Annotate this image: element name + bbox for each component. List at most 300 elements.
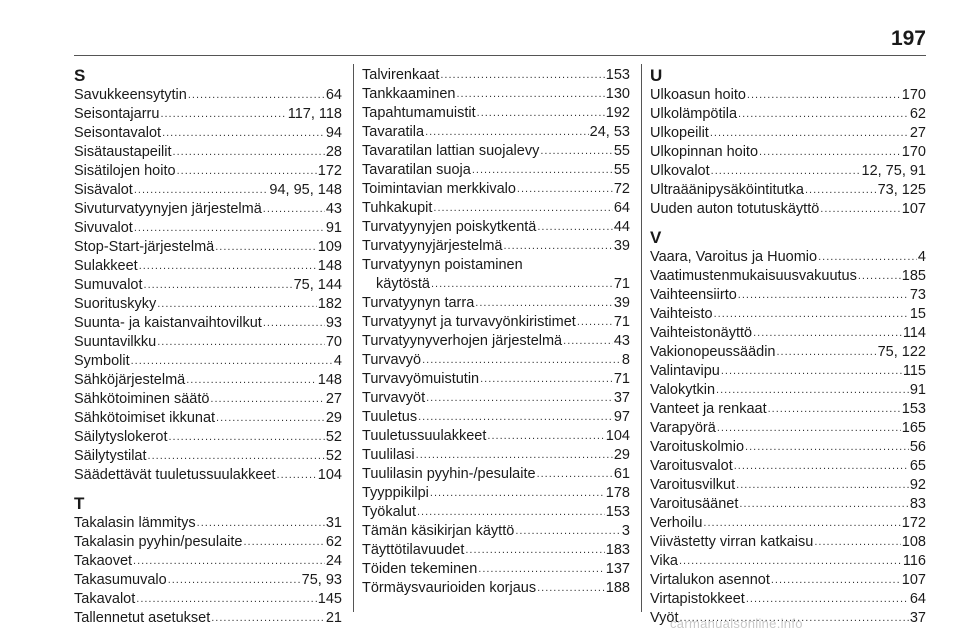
index-page-ref: 153 — [901, 401, 926, 417]
index-page-ref: 43 — [325, 201, 342, 217]
index-term: Vika — [650, 553, 678, 569]
index-entry — [650, 305, 926, 324]
index-term: Seisontajarru — [74, 106, 160, 122]
index-page-ref: 153 — [605, 67, 630, 83]
index-term: Turvatyynyn tarra — [362, 295, 475, 311]
index-term: Virtalukon asennot — [650, 572, 770, 588]
index-page-ref: 107 — [901, 201, 926, 217]
leader-dots — [417, 503, 605, 522]
column-divider — [353, 64, 354, 612]
index-term: Turvavyöt — [362, 390, 426, 406]
index-term: Symbolit — [74, 353, 130, 369]
leader-dots — [144, 276, 293, 295]
leader-dots — [777, 343, 877, 362]
index-page-ref: 70 — [325, 334, 342, 350]
index-page-ref: 75, 93 — [301, 572, 342, 588]
index-term: Varoituskolmio — [650, 439, 745, 455]
index-entry — [362, 85, 630, 104]
index-term: Sähkötoiminen säätö — [74, 391, 210, 407]
index-entry — [362, 66, 630, 85]
index-entry — [74, 238, 342, 257]
leader-dots — [263, 200, 325, 219]
index-term: Varoitusvilkut — [650, 477, 736, 493]
index-entry — [650, 495, 926, 514]
index-entry — [650, 267, 926, 286]
index-entry — [362, 256, 630, 294]
index-page-ref: 24 — [325, 553, 342, 569]
index-entry — [362, 351, 630, 370]
index-term: Sisätilojen hoito — [74, 163, 176, 179]
index-page-ref: 43 — [613, 333, 630, 349]
index-term: Vyöt — [650, 610, 679, 626]
leader-dots — [717, 419, 901, 438]
index-entry — [650, 590, 926, 609]
index-page-ref: 15 — [909, 306, 926, 322]
index-entry — [74, 314, 342, 333]
index-entry — [650, 381, 926, 400]
index-entry — [650, 438, 926, 457]
index-letter-heading: T — [74, 494, 85, 513]
index-entry — [74, 295, 342, 314]
index-page-ref: 109 — [317, 239, 342, 255]
index-entry — [362, 522, 630, 541]
leader-dots — [177, 162, 317, 181]
leader-dots — [716, 381, 909, 400]
index-column-1 — [74, 66, 342, 628]
index-entry — [362, 408, 630, 427]
leader-dots — [768, 400, 901, 419]
index-page-ref: 115 — [902, 363, 926, 379]
index-term: Ulkoasun hoito — [650, 87, 746, 103]
index-entry — [74, 219, 342, 238]
index-entry — [362, 142, 630, 161]
index-entry — [362, 541, 630, 560]
index-term: Virtapistokkeet — [650, 591, 745, 607]
leader-dots — [711, 162, 861, 181]
index-entry — [650, 105, 926, 124]
index-term: Takasumuvalo — [74, 572, 167, 588]
index-page-ref: 94 — [325, 125, 342, 141]
index-page-ref: 170 — [901, 87, 926, 103]
index-page-ref: 24, 53 — [589, 124, 630, 140]
index-term: Vaatimustenmukaisuusvakuutus — [650, 268, 857, 284]
index-term: Turvavyö — [362, 352, 422, 368]
leader-dots — [537, 465, 613, 484]
index-page-ref: 52 — [325, 448, 342, 464]
index-page-ref: 75, 122 — [877, 344, 926, 360]
index-page-ref: 72 — [613, 181, 630, 197]
index-entry — [74, 162, 342, 181]
index-page-ref: 37 — [909, 610, 926, 626]
index-page-ref: 192 — [605, 105, 630, 121]
leader-dots — [134, 181, 269, 200]
index-entry — [650, 476, 926, 495]
index-entry — [74, 333, 342, 352]
index-term: Ulkovalot — [650, 163, 710, 179]
index-page-ref: 55 — [613, 162, 630, 178]
index-entry — [74, 552, 342, 571]
leader-dots — [814, 533, 900, 552]
leader-dots — [133, 552, 325, 571]
index-page-ref: 178 — [605, 485, 630, 501]
index-page-ref: 108 — [901, 534, 926, 550]
leader-dots — [416, 446, 613, 465]
index-entry — [74, 276, 342, 295]
index-term: Vaihteensiirto — [650, 287, 737, 303]
index-page-ref: 64 — [325, 87, 342, 103]
index-entry — [74, 409, 342, 428]
leader-dots — [173, 143, 325, 162]
leader-dots — [487, 427, 604, 446]
leader-dots — [739, 495, 908, 514]
index-entry — [362, 389, 630, 408]
index-term-continued: käytöstä — [376, 276, 430, 292]
index-term: Sivuturvatyynyjen järjestelmä — [74, 201, 262, 217]
index-term: Sumuvalot — [74, 277, 143, 293]
index-term: Suuntavilkku — [74, 334, 157, 350]
leader-dots — [475, 294, 613, 313]
index-entry — [74, 352, 342, 371]
index-term: Turvatyynyjen poiskytkentä — [362, 219, 537, 235]
index-entry — [362, 465, 630, 484]
index-page-ref: 31 — [325, 515, 342, 531]
leader-dots — [540, 142, 613, 161]
leader-dots — [710, 124, 909, 143]
index-term: Savukkeensytytin — [74, 87, 187, 103]
leader-dots — [736, 476, 909, 495]
index-term: Suunta- ja kaistanvaihtovilkut — [74, 315, 262, 331]
index-letter-heading: S — [74, 66, 86, 85]
leader-dots — [714, 305, 909, 324]
index-entry — [650, 514, 926, 533]
index-entry — [650, 286, 926, 305]
index-entry — [74, 200, 342, 219]
index-term: Turvatyynyverhojen järjestelmä — [362, 333, 563, 349]
index-term: Takalasin lämmitys — [74, 515, 196, 531]
index-page-ref: 39 — [613, 238, 630, 254]
index-entry — [650, 162, 926, 181]
index-term: Tavaratila — [362, 124, 425, 140]
leader-dots — [503, 237, 612, 256]
index-entry — [650, 248, 926, 267]
leader-dots — [157, 295, 317, 314]
index-term: Vakionopeussäädin — [650, 344, 776, 360]
leader-dots — [243, 533, 324, 552]
index-term: Tallennetut asetukset — [74, 610, 211, 626]
index-term: Tyyppikilpi — [362, 485, 429, 501]
index-term: Ultraäänipysäköintitutka — [650, 182, 804, 198]
index-entry — [362, 427, 630, 446]
index-page-ref: 64 — [909, 591, 926, 607]
index-page-ref: 107 — [901, 572, 926, 588]
index-page-ref: 182 — [317, 296, 342, 312]
index-page-ref: 73, 125 — [877, 182, 926, 198]
index-term: Vaihteistonäyttö — [650, 325, 753, 341]
leader-dots — [215, 238, 317, 257]
index-term: Sähköjärjestelmä — [74, 372, 186, 388]
index-entry — [650, 400, 926, 419]
index-entry — [74, 609, 342, 628]
index-term: Tuuletussuulakkeet — [362, 428, 487, 444]
index-page-ref: 21 — [325, 610, 342, 626]
leader-dots — [858, 267, 901, 286]
leader-dots — [277, 466, 317, 485]
index-page-ref: 27 — [909, 125, 926, 141]
index-term: Sulakkeet — [74, 258, 138, 274]
leader-dots — [478, 560, 605, 579]
index-entry — [650, 324, 926, 343]
index-term: Säädettävät tuuletussuulakkeet — [74, 467, 276, 483]
index-entry — [74, 571, 342, 590]
index-page-ref: 71 — [613, 314, 630, 330]
leader-dots — [746, 590, 909, 609]
index-page-ref: 137 — [605, 561, 630, 577]
index-entry — [362, 237, 630, 256]
leader-dots — [515, 522, 621, 541]
index-term: Ulkopeilit — [650, 125, 709, 141]
index-term: Varapyörä — [650, 420, 716, 436]
leader-dots — [136, 590, 317, 609]
index-entry — [362, 180, 630, 199]
index-term: Tapahtumamuistit — [362, 105, 476, 121]
index-term: Toimintavian merkkivalo — [362, 181, 516, 197]
leader-dots — [477, 104, 605, 123]
index-page-ref: 55 — [613, 143, 630, 159]
leader-dots — [211, 609, 325, 628]
leader-dots — [440, 66, 604, 85]
leader-dots — [537, 579, 605, 598]
index-term: Varoitusäänet — [650, 496, 739, 512]
index-entry — [362, 218, 630, 237]
index-page-ref: 153 — [605, 504, 630, 520]
index-term: Sisätaustapeilit — [74, 144, 172, 160]
leader-dots — [747, 86, 901, 105]
index-entry — [362, 199, 630, 218]
index-term: Tuuletus — [362, 409, 418, 425]
index-term: Täyttötilavuudet — [362, 542, 465, 558]
index-page-ref: 73 — [909, 287, 926, 303]
index-entry — [362, 503, 630, 522]
index-page-ref: 56 — [909, 439, 926, 455]
index-entry — [74, 143, 342, 162]
leader-dots — [738, 105, 909, 124]
index-term: Turvatyynyjärjestelmä — [362, 238, 503, 254]
index-page-ref: 114 — [902, 325, 926, 341]
index-term: Tuulilasin pyyhin-/pesulaite — [362, 466, 536, 482]
leader-dots — [168, 428, 324, 447]
leader-dots — [745, 438, 909, 457]
leader-dots — [210, 390, 324, 409]
leader-dots — [157, 333, 325, 352]
index-page-ref: 172 — [317, 163, 342, 179]
index-page-ref: 91 — [909, 382, 926, 398]
leader-dots — [738, 286, 909, 305]
index-page-ref: 64 — [613, 200, 630, 216]
index-entry — [650, 143, 926, 162]
index-term: Säilytyslokerot — [74, 429, 168, 445]
watermark: carmanualsonline.info — [670, 616, 803, 631]
leader-dots — [426, 389, 613, 408]
index-page-ref: 4 — [333, 353, 342, 369]
index-page-ref: 27 — [325, 391, 342, 407]
column-divider — [641, 64, 642, 612]
header-rule — [74, 55, 926, 56]
index-entry — [362, 332, 630, 351]
leader-dots — [771, 571, 901, 590]
index-entry — [74, 590, 342, 609]
index-term: Tavaratilan suoja — [362, 162, 471, 178]
index-term: Vaara, Varoitus ja Huomio — [650, 249, 818, 265]
leader-dots — [425, 123, 589, 142]
index-term: Vanteet ja renkaat — [650, 401, 767, 417]
leader-dots — [517, 180, 613, 199]
index-page-ref: 148 — [317, 372, 342, 388]
index-term: Viivästetty virran katkaisu — [650, 534, 814, 550]
index-page-ref: 75, 144 — [293, 277, 342, 293]
index-page-ref: 185 — [901, 268, 926, 284]
leader-dots — [162, 124, 325, 143]
index-term: Valokytkin — [650, 382, 716, 398]
index-term: Törmäysvaurioiden korjaus — [362, 580, 537, 596]
index-entry — [362, 104, 630, 123]
index-term: Sähkötoimiset ikkunat — [74, 410, 216, 426]
leader-dots — [134, 219, 325, 238]
index-term: Sisävalot — [74, 182, 133, 198]
index-page-ref: 170 — [901, 144, 926, 160]
index-page-ref: 62 — [909, 106, 926, 122]
index-page-ref: 71 — [613, 371, 630, 387]
index-page-ref: 172 — [901, 515, 926, 531]
index-entry — [74, 466, 342, 485]
index-entry — [650, 343, 926, 362]
index-entry — [650, 419, 926, 438]
leader-dots — [457, 85, 605, 104]
index-letter-heading: V — [650, 228, 662, 247]
leader-dots — [188, 86, 325, 105]
index-page-ref: 92 — [909, 477, 926, 493]
index-entry — [74, 105, 342, 124]
index-entry — [74, 514, 342, 533]
index-page-ref: 39 — [613, 295, 630, 311]
index-entry — [650, 181, 926, 200]
index-entry — [362, 294, 630, 313]
leader-dots — [472, 161, 613, 180]
index-page-ref: 29 — [325, 410, 342, 426]
index-term: Töiden tekeminen — [362, 561, 478, 577]
index-entry — [650, 86, 926, 105]
index-term: Ulkolämpötila — [650, 106, 738, 122]
leader-dots — [465, 541, 604, 560]
leader-dots — [753, 324, 902, 343]
index-term: Säilytystilat — [74, 448, 147, 464]
index-term: Turvavyömuistutin — [362, 371, 480, 387]
index-entry — [74, 533, 342, 552]
leader-dots — [703, 514, 900, 533]
leader-dots — [480, 370, 613, 389]
index-term: Tämän käsikirjan käyttö — [362, 523, 515, 539]
index-entry — [650, 571, 926, 590]
index-page-ref: 65 — [909, 458, 926, 474]
leader-dots — [263, 314, 325, 333]
index-entry — [74, 428, 342, 447]
index-term: Talvirenkaat — [362, 67, 440, 83]
index-page-ref: 37 — [613, 390, 630, 406]
leader-dots — [418, 408, 613, 427]
index-page-ref: 29 — [613, 447, 630, 463]
index-entry — [650, 124, 926, 143]
leader-dots — [577, 313, 613, 332]
index-entry — [650, 362, 926, 381]
index-entry — [362, 123, 630, 142]
index-entry — [362, 313, 630, 332]
index-entry — [74, 257, 342, 276]
index-term: Takaovet — [74, 553, 133, 569]
leader-dots — [430, 484, 605, 503]
index-page-ref: 104 — [317, 467, 342, 483]
leader-dots — [139, 257, 317, 276]
index-page-ref: 61 — [613, 466, 630, 482]
index-term: Varoitusvalot — [650, 458, 733, 474]
leader-dots — [168, 571, 301, 590]
index-term: Turvatyynyt ja turvavyönkiristimet — [362, 314, 576, 330]
leader-dots — [820, 200, 901, 219]
index-page-ref: 62 — [325, 534, 342, 550]
index-term: Valintavipu — [650, 363, 720, 379]
index-term: Suorituskyky — [74, 296, 157, 312]
index-page-ref: 4 — [917, 249, 926, 265]
index-term: Sivuvalot — [74, 220, 133, 236]
index-page-ref: 116 — [902, 553, 926, 569]
index-entry — [74, 181, 342, 200]
index-term: Takavalot — [74, 591, 136, 607]
index-entry — [74, 447, 342, 466]
index-entry — [74, 86, 342, 105]
leader-dots — [721, 362, 902, 381]
leader-dots — [186, 371, 317, 390]
leader-dots — [422, 351, 621, 370]
leader-dots — [431, 275, 613, 294]
index-page-ref: 44 — [613, 219, 630, 235]
index-page-ref: 104 — [605, 428, 630, 444]
index-term: Tankkaaminen — [362, 86, 456, 102]
index-term: Seisontavalot — [74, 125, 162, 141]
index-entry — [362, 484, 630, 503]
index-page-ref: 188 — [605, 580, 630, 596]
index-page-ref: 91 — [325, 220, 342, 236]
leader-dots — [805, 181, 877, 200]
index-letter-heading: U — [650, 66, 663, 85]
index-page-ref: 71 — [613, 276, 630, 292]
index-term: Ulkopinnan hoito — [650, 144, 759, 160]
index-page-ref: 148 — [317, 258, 342, 274]
index-entry — [362, 446, 630, 465]
leader-dots — [148, 447, 325, 466]
index-term: Uuden auton totutuskäyttö — [650, 201, 820, 217]
index-term: Työkalut — [362, 504, 416, 520]
index-page-ref: 94, 95, 148 — [269, 182, 342, 198]
index-entry — [362, 579, 630, 598]
index-page-ref: 3 — [621, 523, 630, 539]
index-entry — [650, 533, 926, 552]
index-page-ref: 117, 118 — [287, 106, 342, 122]
leader-dots — [563, 332, 613, 351]
leader-dots — [537, 218, 613, 237]
leader-dots — [160, 105, 286, 124]
index-term: Tuhkakupit — [362, 200, 433, 216]
leader-dots — [216, 409, 325, 428]
index-term: Turvatyynyn poistaminen — [362, 257, 523, 273]
index-term: Takalasin pyyhin/pesulaite — [74, 534, 243, 550]
